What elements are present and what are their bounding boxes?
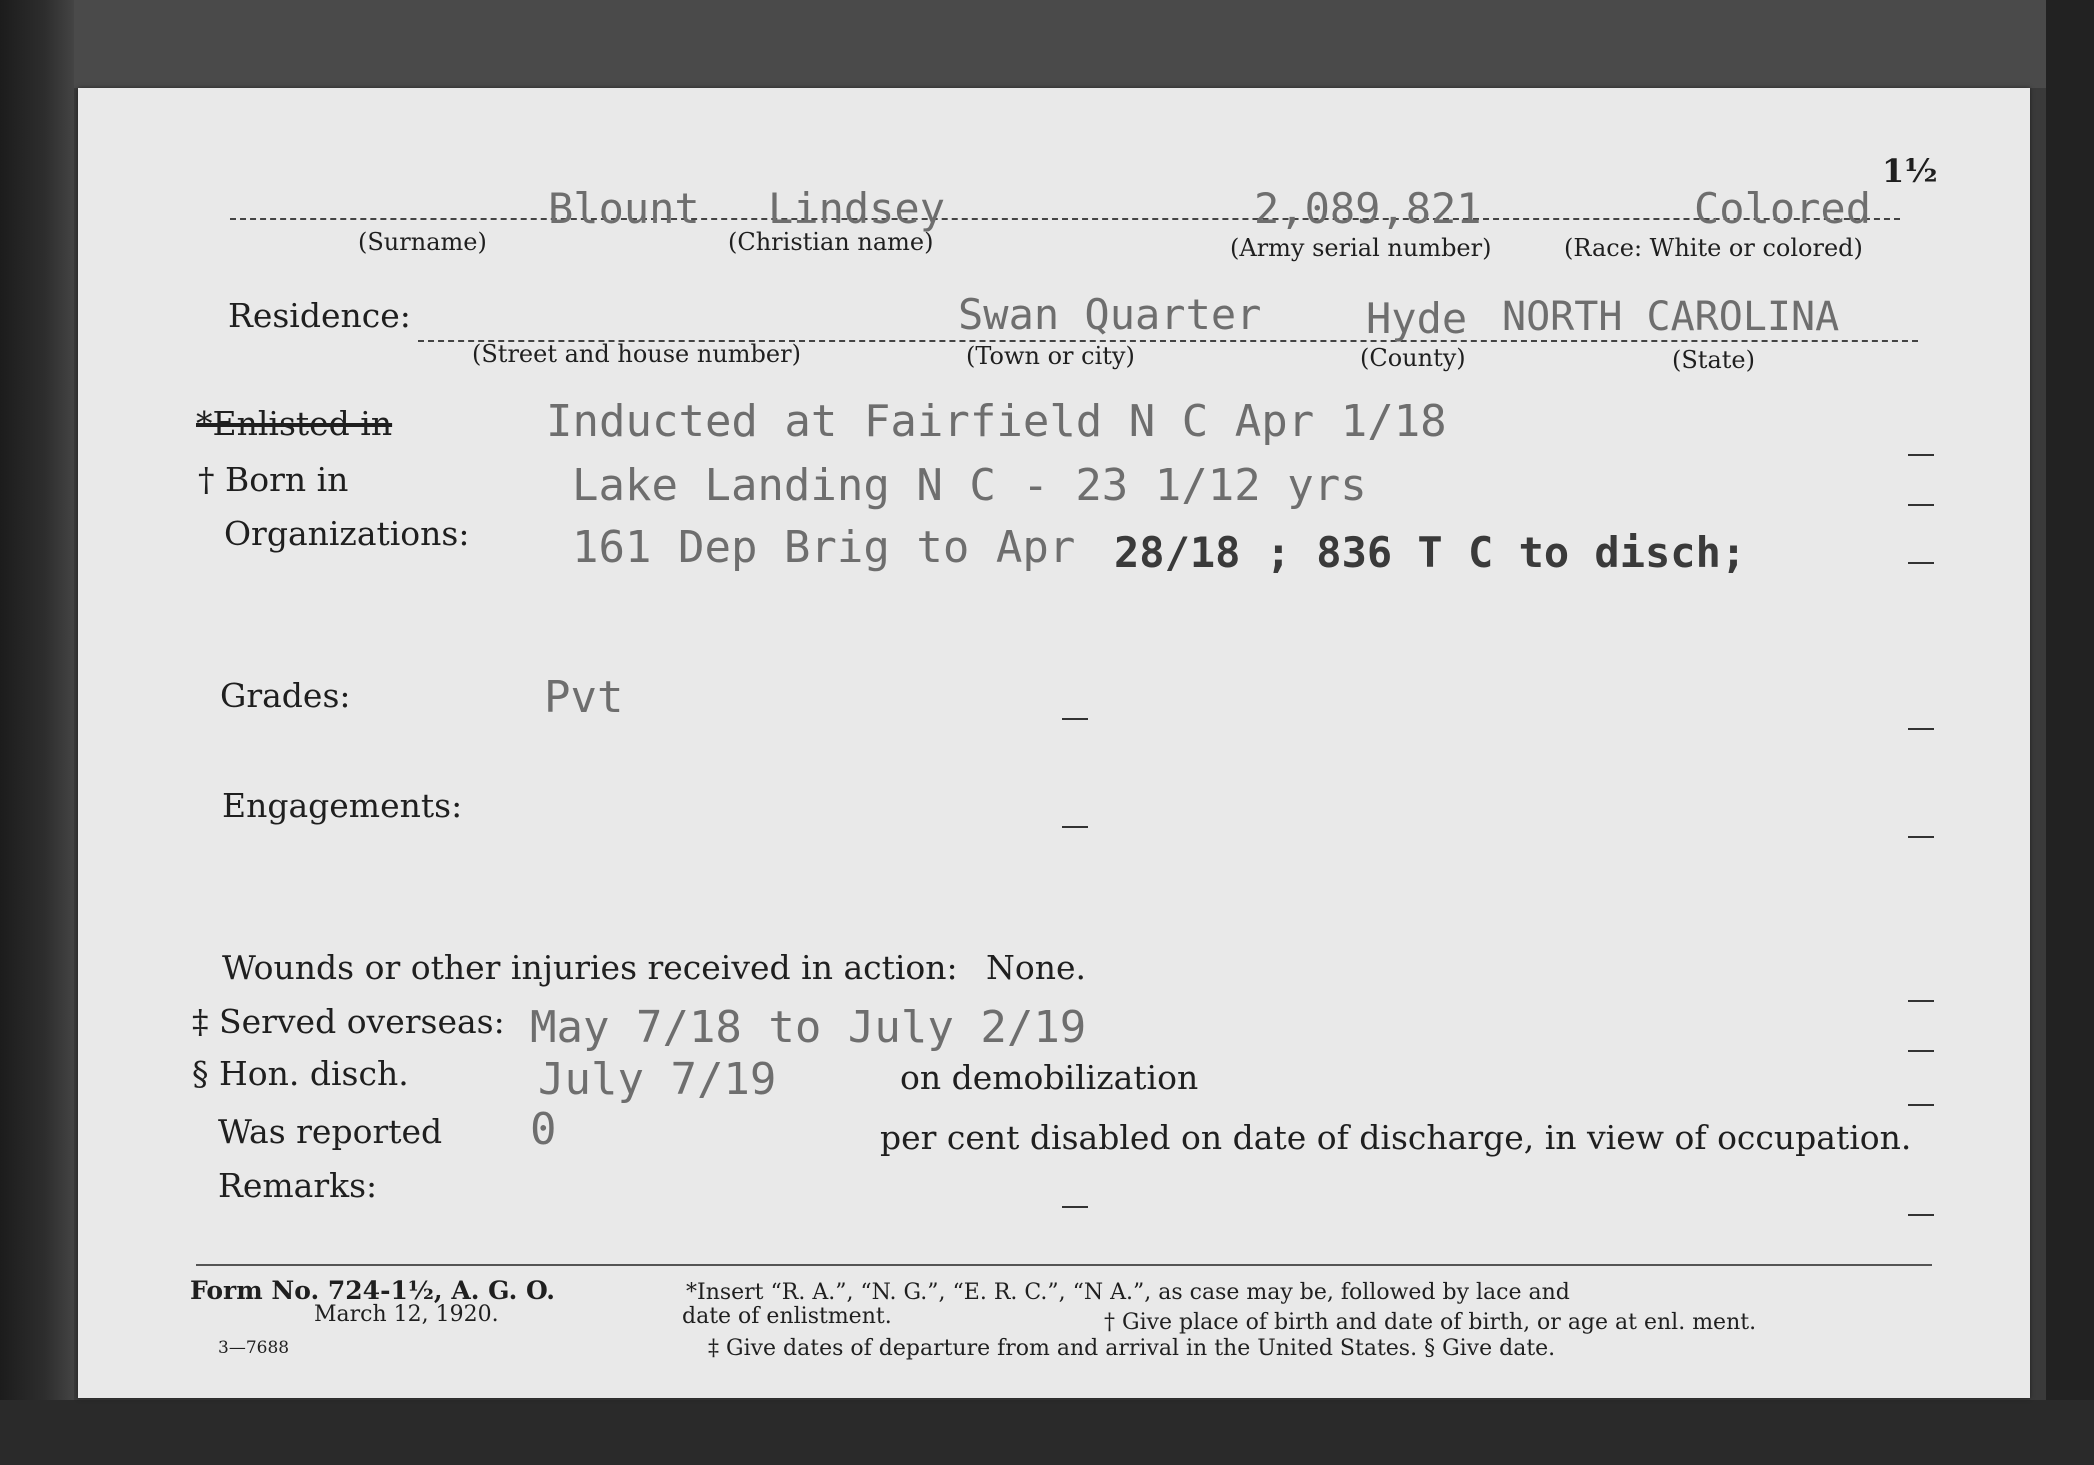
footnote-insert-line2: date of enlistment. [682,1304,892,1329]
serial-number-value: 2,089,821 [1254,184,1482,233]
enlisted-dash [1908,454,1934,456]
scanner-background-bottom [0,1400,2094,1465]
form-date: March 12, 1920. [314,1302,499,1327]
surname-value: Blount [548,184,700,233]
born-label: † Born in [198,460,349,499]
remarks-label: Remarks: [218,1166,378,1205]
footnote-overseas: ‡ Give dates of departure from and arrival in the United States. § Give date. [708,1336,1556,1361]
christian-name-value: Lindsey [768,184,946,233]
street-label: (Street and house number) [472,340,801,368]
form-code: 3—7688 [218,1338,290,1358]
state-label: (State) [1672,346,1755,374]
hon-disch-dash [1908,1104,1934,1106]
card-number: 1½ [1882,152,1938,190]
organizations-label: Organizations: [224,514,470,553]
wounds-label: Wounds or other injuries received in action: [222,948,958,987]
engagements-label: Engagements: [222,786,463,825]
wounds-value: None. [986,948,1087,987]
percent-disabled-label: per cent disabled on date of discharge, in view of occupation. [880,1118,1912,1157]
organizations-value-part2: 28/18 ; 836 T C to disch; [1114,528,1747,577]
residence-county-value: Hyde [1366,294,1468,343]
enlisted-label: *Enlisted in [196,404,393,443]
engagements-dash [1908,836,1934,838]
service-record-card [78,88,2030,1398]
residence-label: Residence: [228,296,411,335]
race-value: Colored [1694,184,1872,233]
served-overseas-dash [1908,1050,1934,1052]
grades-dash [1908,728,1934,730]
form-number: Form No. 724-1½, A. G. O. [190,1276,556,1305]
organizations-dash [1908,562,1934,564]
enlisted-value: Inducted at Fairfield N C Apr 1/18 [546,396,1447,447]
grades-label: Grades: [220,676,351,715]
wounds-dash [1908,1000,1934,1002]
served-overseas-value: May 7/18 to July 2/19 [530,1002,1087,1053]
race-label: (Race: White or colored) [1564,234,1863,262]
hon-disch-reason-value: on demobilization [900,1058,1199,1097]
name-line [230,218,1900,220]
county-label: (County) [1360,344,1466,372]
scanner-background-left [0,0,74,1465]
christian-name-label: (Christian name) [728,228,934,256]
surname-label: (Surname) [358,228,487,256]
born-dash [1908,504,1934,506]
hon-disch-date-value: July 7/19 [538,1054,777,1105]
hon-disch-label: § Hon. disch. [192,1054,409,1093]
footer-rule [196,1264,1932,1266]
was-reported-label: Was reported [218,1112,443,1151]
organizations-value-part1: 161 Dep Brig to Apr [572,522,1076,573]
served-overseas-label: ‡ Served overseas: [192,1002,505,1041]
remarks-middle-dash [1062,1206,1088,1208]
scanner-background-top [0,0,2094,88]
grades-value: Pvt [544,672,624,723]
town-label: (Town or city) [966,342,1135,370]
grades-middle-dash [1062,718,1088,720]
engagements-middle-dash [1062,826,1088,828]
percent-disabled-value: 0 [530,1104,557,1155]
footnote-insert-line1: *Insert “R. A.”, “N. G.”, “E. R. C.”, “N A.”, as case may be, followed by lace and [686,1280,1570,1305]
serial-number-label: (Army serial number) [1230,234,1492,262]
residence-state-value: NORTH CAROLINA [1502,294,1840,340]
scanner-background-right [2046,0,2094,1465]
footnote-birth: † Give place of birth and date of birth, or age at enl. ment. [1104,1310,1757,1335]
born-value: Lake Landing N C - 23 1/12 yrs [572,460,1367,511]
remarks-dash [1908,1214,1934,1216]
residence-town-value: Swan Quarter [958,290,1262,339]
